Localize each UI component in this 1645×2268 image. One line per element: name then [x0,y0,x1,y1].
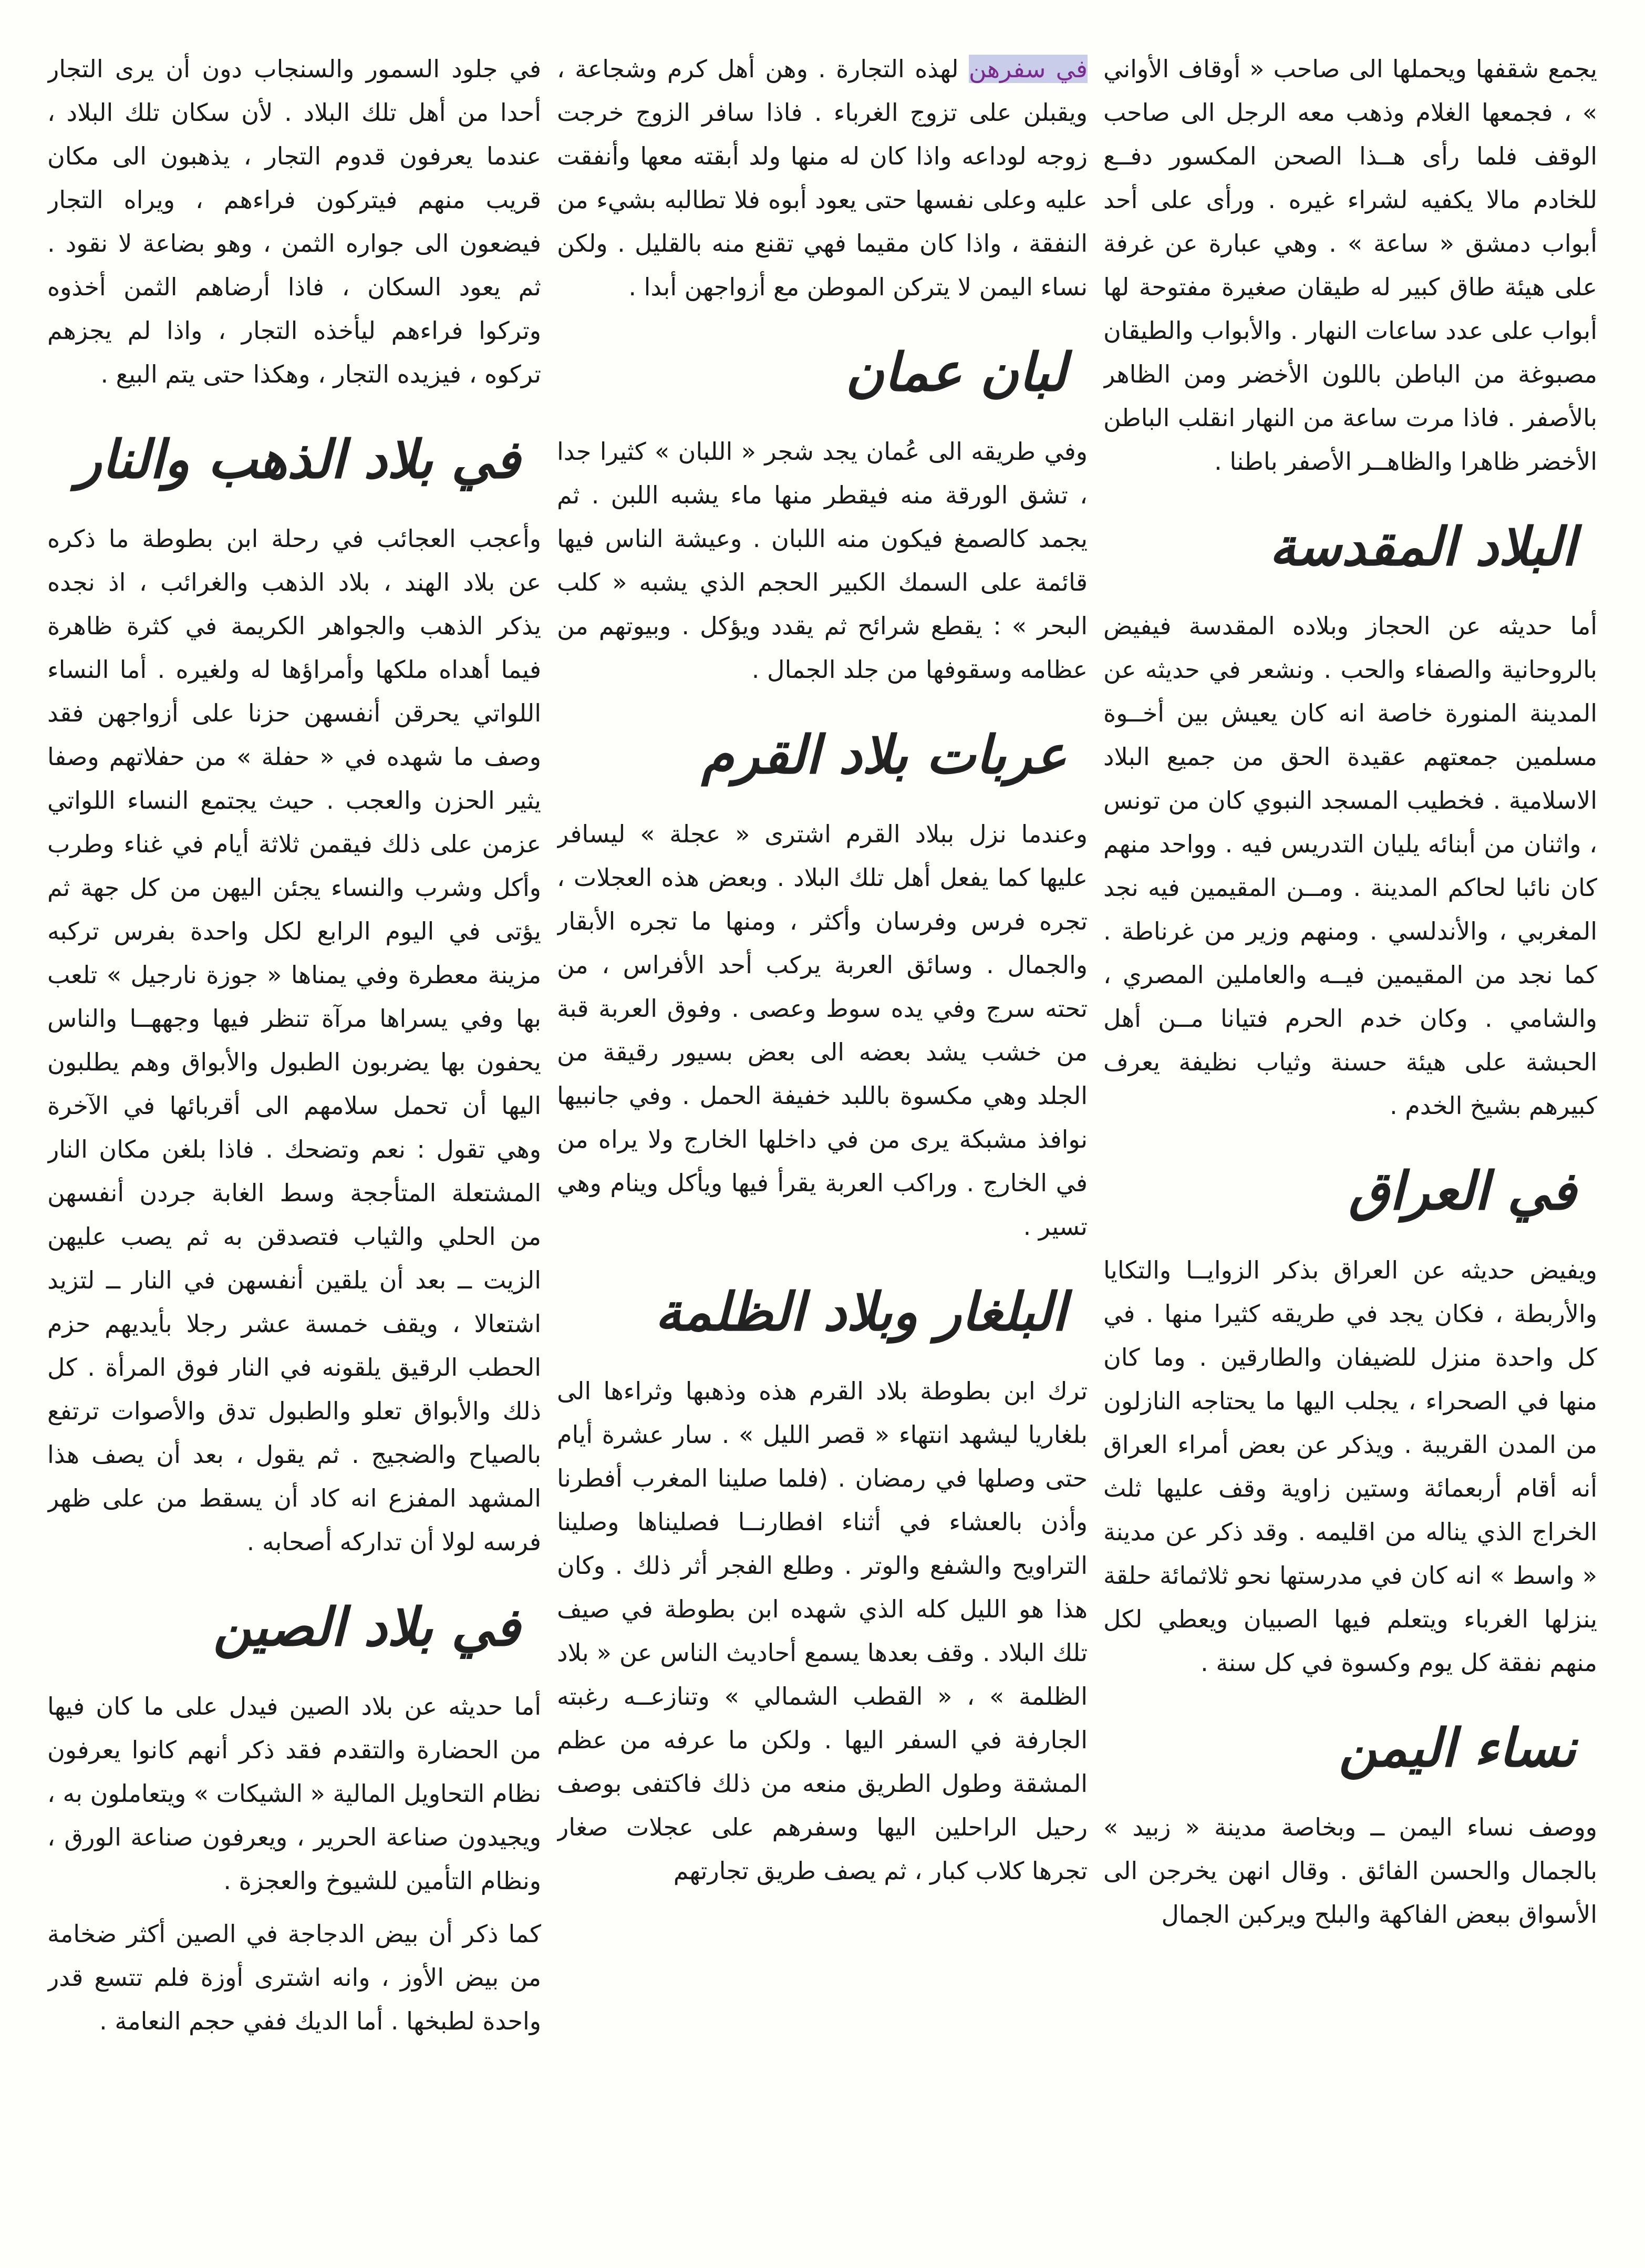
column-left [47,47,541,2233]
paragraph: ترك ابن بطوطة بلاد القرم هذه وذهبها وثراءها الى بلغاريا ليشهد انتهاء « قصر الليل » . سار عشرة أيام حتى وصلها في رمضان . (فلما صلينا المغرب أفطرنا وأذن بالعشاء في أثناء افطارنــا فصليناها وصلينا التراويح والشفع والوتر . وطلع الفجر أثر ذلك . وكان هذا هو الليل كله الذي شهده ابن بطوطة في صيف تلك البلاد . وقف بعدها يسمع أحاديث الناس عن « بلاد الظلمة » ، « القطب الشمالي » وتنازعــه رغبته الجارفة في السفر اليها . ولكن ما عرفه من عظم المشقة وطول الطريق منعه من ذلك فاكتفى بوصف رحيل الراحلين اليها وسفرهم على عجلات صغار تجرها كلاب كبار ، ثم يصف طريق تجارتهم [557,1377,1088,1885]
paragraph: يجمع شقفها ويحملها الى صاحب « أوقاف الأواني » ، فجمعها الغلام وذهب معه الرجل الى صاحب الوقف فلما رأى هــذا الصحن المكسور دفــع للخادم مالا يكفيه لشراء غيره . ورأى على أحد أبواب دمشق « ساعة » . وهي عبارة عن غرفة على هيئة طاق كبير له طيقان صغيرة مفتوحة لها أبواب على عدد ساعات النهار . والأبواب والطيقان مصبوغة من الباطن باللون الأخضر ومن الظاهر بالأصفر . فاذا مرت ساعة من النهار انقلب الباطن الأخضر ظاهرا والظاهــر الأصفر باطنا . [1103,55,1597,476]
paragraph: أما حديثه عن بلاد الصين فيدل على ما كان فيها من الحضارة والتقدم فقد ذكر أنهم كانوا يعرفون نظام التحاويل المالية « الشيكات » ويتعاملون به ، ويجيدون صناعة الحرير ، ويعرفون صناعة الورق ، ونظام التأمين للشيوخ والعجزة . [47,1692,541,1895]
paragraph: ووصف نساء اليمن ــ وبخاصة مدينة « زبيد » بالجمال والحسن الفائق . وقال انهن يخرجن الى الأسواق ببعض الفاكهة والبلح ويركبن الجمال [1103,1813,1597,1929]
paragraph: وعندما نزل ببلاد القرم اشترى « عجلة » ليسافر عليها كما يفعل أهل تلك البلاد . وبعض هذه العجلات ، تجره فرس وفرسان وأكثر ، ومنها ما تجره الأبقار والجمال . وسائق العربة يركب أحد الأفراس ، من تحته سرج وفي يده سوط وعصى . وفوق العربة قبة من خشب يشد بعضه الى بعض بسيور رقيقة من الجلد وهي مكسوة باللبد خفيفة الحمل . وفي جانبيها نوافذ مشبكة يرى من في داخلها الخارج ولا يراه من في الخارج . وراكب العربة يقرأ فيها ويأكل وينام وهي تسير . [557,820,1088,1241]
paragraph: في جلود السمور والسنجاب دون أن يرى التجار أحدا من أهل تلك البلاد . لأن سكان تلك البلاد ، عندما يعرفون قدوم التجار ، يذهبون الى مكان قريب منهم فيتركون فراءهم ، ويراه التجار فيضعون الى جواره الثمن ، وهو بضاعة لا نقود . ثم يعود السكان ، فاذا أرضاهم الثمن أخذوه وتركوا فراءهم ليأخذه التجار ، واذا لم يجزهم تركوه ، فيزيده التجار ، وهكذا حتى يتم البيع . [47,55,541,388]
section-heading: في العراق [1348,1160,1576,1222]
paragraph: وأعجب العجائب في رحلة ابن بطوطة ما ذكره عن بلاد الهند ، بلاد الذهب والغرائب ، اذ نجده يذكر الذهب والجواهر الكريمة في كثرة ظاهرة فيما أهداه ملكها وأمراؤها له ولغيره . أما النساء اللواتي يحرقن أنفسهن حزنا على أزواجهن فقد وصف ما شهده في « حفلة » من حفلاتهم وصفا يثير الحزن والعجب . حيث يجتمع النساء اللواتي عزمن على ذلك فيقمن ثلاثة أيام في غناء وطرب وأكل وشرب والنساء يجئن اليهن من كل جهة ثم يؤتى في اليوم الرابع لكل واحدة بفرس تركبه مزينة معطرة وفي يمناها « جوزة نارجيل » تلعب بها وفي يسراها مرآة تنظر فيها وجههــا والناس يحفون بها يضربون الطبول والأبواق وهم يطلبون اليها أن تحمل سلامهم الى أقربائها في الآخرة وهي تقول : نعم وتضحك . فاذا بلغن مكان النار المشتعلة المتأججة وسط الغابة جردن أنفسهن من الحلي والثياب فتصدقن به ثم يصب عليهن الزيت ــ بعد أن يلقين أنفسهن في النار ــ لتزيد اشتعالا ، ويقف خمسة عشر رجلا بأيديهم حزم الحطب الرقيق يلقونه في النار فوق المرأة . كل ذلك والأبواق تعلو والطبول تدق والأصوات ترتفع بالصياح والضجيج . ثم يقول ، بعد أن يصف هذا المشهد المفزع انه كاد أن يسقط من على ظهر فرسه لولا أن تداركه أصحابه . [47,524,541,1556]
section-heading: عربات بلاد القرم [701,724,1067,786]
paragraph: وفي طريقه الى عُمان يجد شجر « اللبان » كثيرا جدا ، تشق الورقة منه فيقطر منها ماء يشبه اللبن . ثم يجمد كالصمغ فيكون منه اللبان . وعيشة الناس فيها قائمة على السمك الكبير الحجم الذي يشبه « كلب البحر » : يقطع شرائح ثم يقدد ويؤكل . وبيوتهم من عظامه وسقوفها من جلد الجمال . [557,437,1088,684]
section-heading: البلغار وبلاد الظلمة [655,1281,1067,1343]
section-heading: في بلاد الصين [213,1596,520,1658]
section-heading: نساء اليمن [1339,1717,1576,1779]
paragraph: ويفيض حديثه عن العراق بذكر الزوايــا والتكايا والأربطة ، فكان يجد في طريقه كثيرا منها . في كل واحدة منزل للضيفان والطارقين . وما كان منها في الصحراء ، يجلب اليها ما يحتاجه النازلون من المدن القريبة . ويذكر عن بعض أمراء العراق أنه أقام أربعمائة وستين زاوية وقف عليها ثلث الخراج الذي يناله من اقليمه . وقد ذكر عن مدينة « واسط » انه كان في مدرستها نحو ثلاثمائة حلقة ينزلها الغرباء ويتعلم فيها الصبيان ويعطي لكل منهم نفقة كل يوم وكسوة في كل سنة . [1103,1256,1597,1677]
magazine-page [47,47,1597,2233]
section-heading: في بلاد الذهب والنار [76,428,520,490]
paragraph-text: لهذه التجارة . وهن أهل كرم وشجاعة ، ويقبلن على تزوج الغرباء . فاذا سافر الزوج خرجت زوجه لوداعه واذا كان له منها ولد أبقته معها وأنفقت عليه وعلى نفسها حتى يعود أبوه فلا تطالبه بشيء من النفقة ، واذا كان مقيما فهي تقنع منه بالقليل . ولكن نساء اليمن لا يتركن الموطن مع أزواجهن أبدا . [557,55,1088,301]
column-middle [557,47,1088,2233]
highlighted-text: في سفرهن [968,55,1088,83]
column-right [1103,47,1597,2233]
paragraph [557,47,1088,309]
section-heading: لبان عمان [845,341,1067,403]
paragraph: أما حديثه عن الحجاز وبلاده المقدسة فيفيض بالروحانية والصفاء والحب . ونشعر في حديثه عن المدينة المنورة خاصة انه كان يعيش بين أخــوة مسلمين جمعتهم عقيدة الحق من جميع البلاد الاسلامية . فخطيب المسجد النبوي كان من تونس ، واثنان من أبنائه يليان التدريس فيه . وواحد منهم كان نائبا لحاكم المدينة . ومــن المقيمين فيه نجد المغربي ، والأندلسي . ومنهم وزير من غرناطة . كما نجد من المقيمين فيــه والعاملين المصري ، والشامي . وكان خدم الحرم فتيانا مــن أهل الحبشة على هيئة حسنة وثياب نظيفة يعرف كبيرهم بشيخ الخدم . [1103,612,1597,1120]
section-heading: البلاد المقدسة [1269,516,1576,578]
paragraph: كما ذكر أن بيض الدجاجة في الصين أكثر ضخامة من بيض الأوز ، وانه اشترى أوزة فلم تتسع قدر واحدة لطبخها . أما الديك ففي حجم النعامة . [47,1920,541,2035]
